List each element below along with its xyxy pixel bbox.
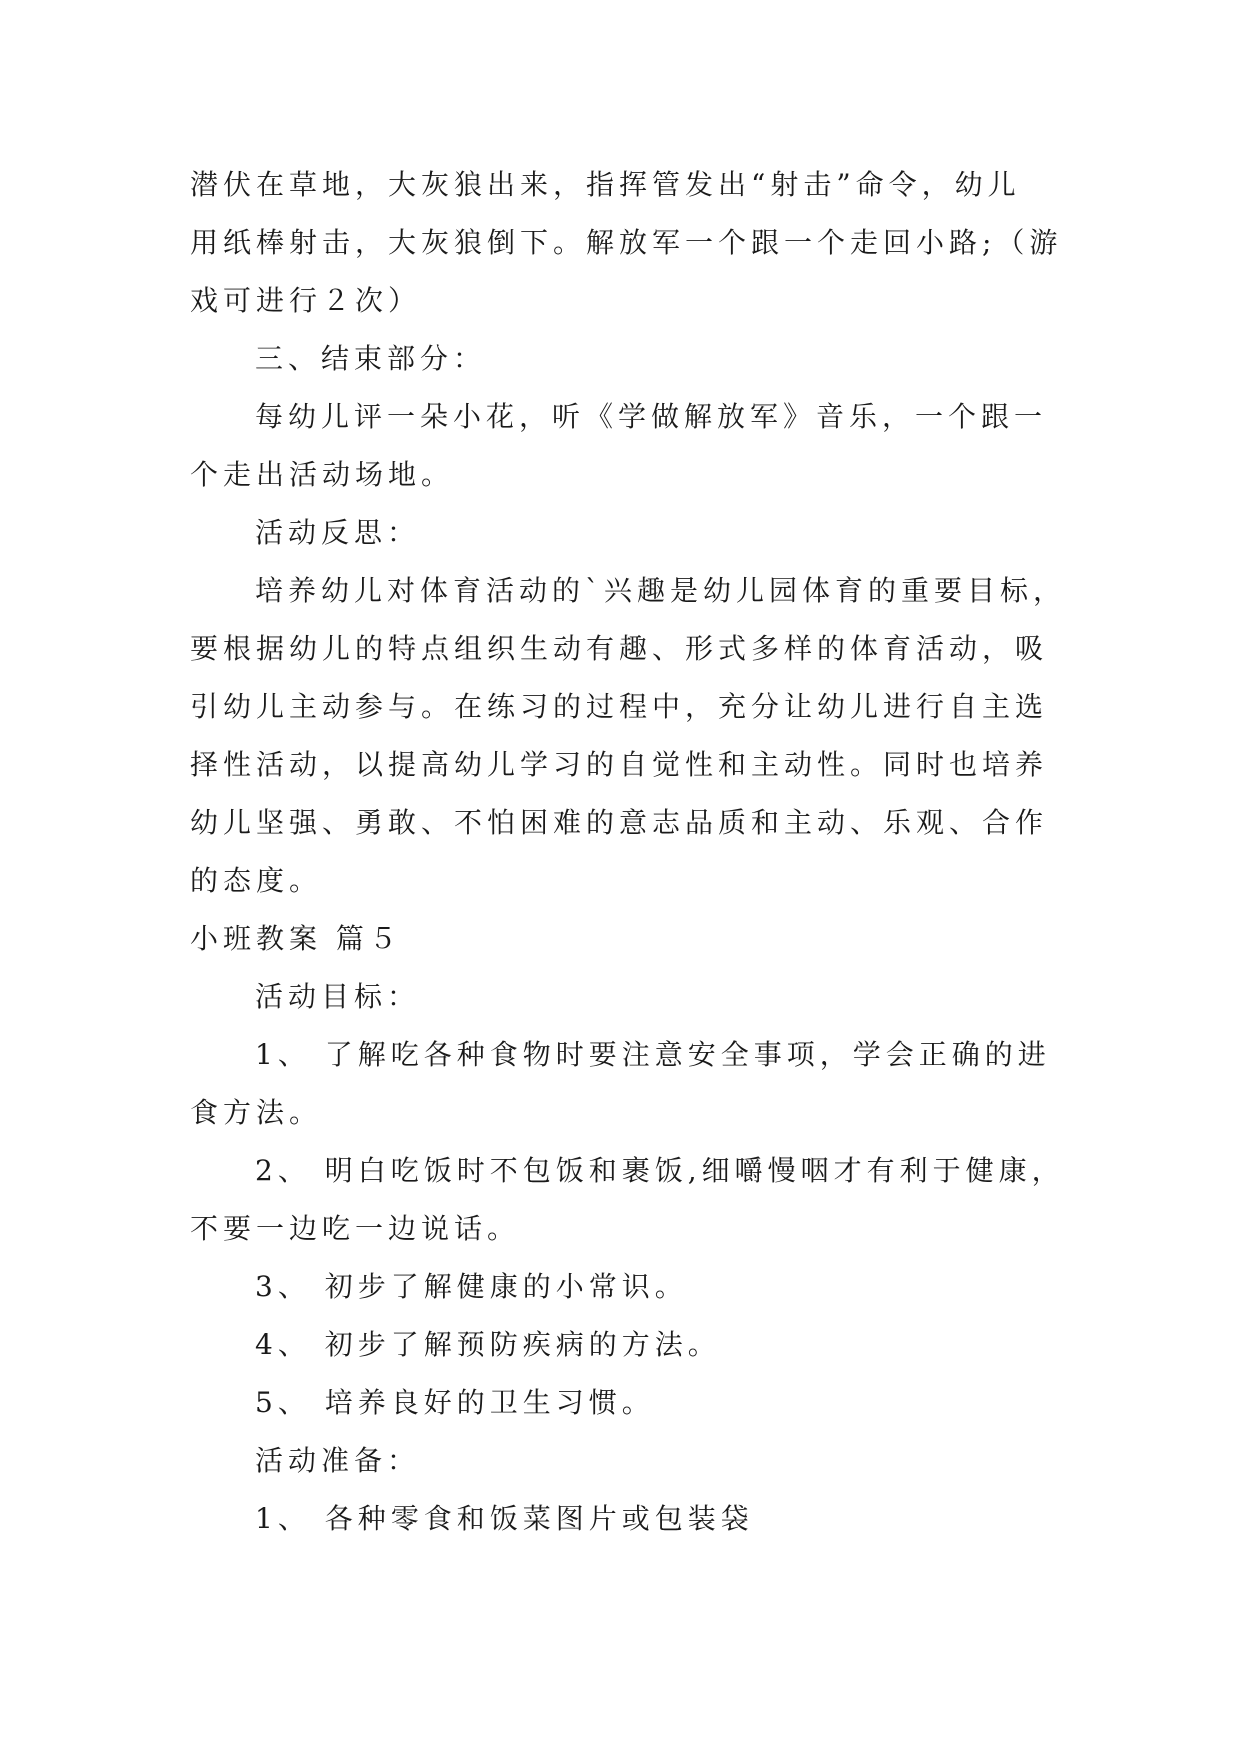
paragraph-line: 用纸棒射击，大灰狼倒下。解放军一个跟一个走回小路;（游 <box>190 226 1063 259</box>
paragraph-line: 培养幼儿对体育活动的`兴趣是幼儿园体育的重要目标， <box>255 574 1067 607</box>
paragraph-line: 幼儿坚强、勇敢、不怕困难的意志品质和主动、乐观、合作 <box>190 806 1049 839</box>
section-heading: 活动反思： <box>255 516 421 549</box>
list-item: 1、 了解吃各种食物时要注意安全事项，学会正确的进 <box>255 1038 1051 1071</box>
section-heading: 活动准备： <box>255 1444 421 1477</box>
paragraph-line: 引幼儿主动参与。在练习的过程中，充分让幼儿进行自主选 <box>190 690 1049 723</box>
paragraph-line: 戏可进行２次） <box>190 284 422 317</box>
list-item: 3、 初步了解健康的小常识。 <box>255 1270 688 1303</box>
paragraph-line: 要根据幼儿的特点组织生动有趣、形式多样的体育活动，吸 <box>190 632 1049 665</box>
section-heading: 活动目标： <box>255 980 421 1013</box>
paragraph-line: 潜伏在草地，大灰狼出来，指挥管发出“射击”命令，幼儿 <box>190 168 1021 201</box>
paragraph-line: 不要一边吃一边说话。 <box>190 1212 521 1245</box>
paragraph-line: 择性活动，以提高幼儿学习的自觉性和主动性。同时也培养 <box>190 748 1049 781</box>
paragraph-line: 个走出活动场地。 <box>190 458 455 491</box>
paragraph-line: 每幼儿评一朵小花，听《学做解放军》音乐，一个跟一 <box>255 400 1048 433</box>
list-item: 1、 各种零食和饭菜图片或包装袋 <box>255 1502 754 1535</box>
paragraph-line: 的态度。 <box>190 864 323 897</box>
article-heading: 小班教案 篇５ <box>190 922 402 955</box>
list-item: 2、 明白吃饭时不包饭和裹饭,细嚼慢咽才有利于健康， <box>255 1154 1065 1187</box>
list-item: 4、 初步了解预防疾病的方法。 <box>255 1328 721 1361</box>
paragraph-line: 食方法。 <box>190 1096 323 1129</box>
list-item: 5、 培养良好的卫生习惯。 <box>255 1386 655 1419</box>
section-heading: 三、结束部分： <box>255 342 487 375</box>
